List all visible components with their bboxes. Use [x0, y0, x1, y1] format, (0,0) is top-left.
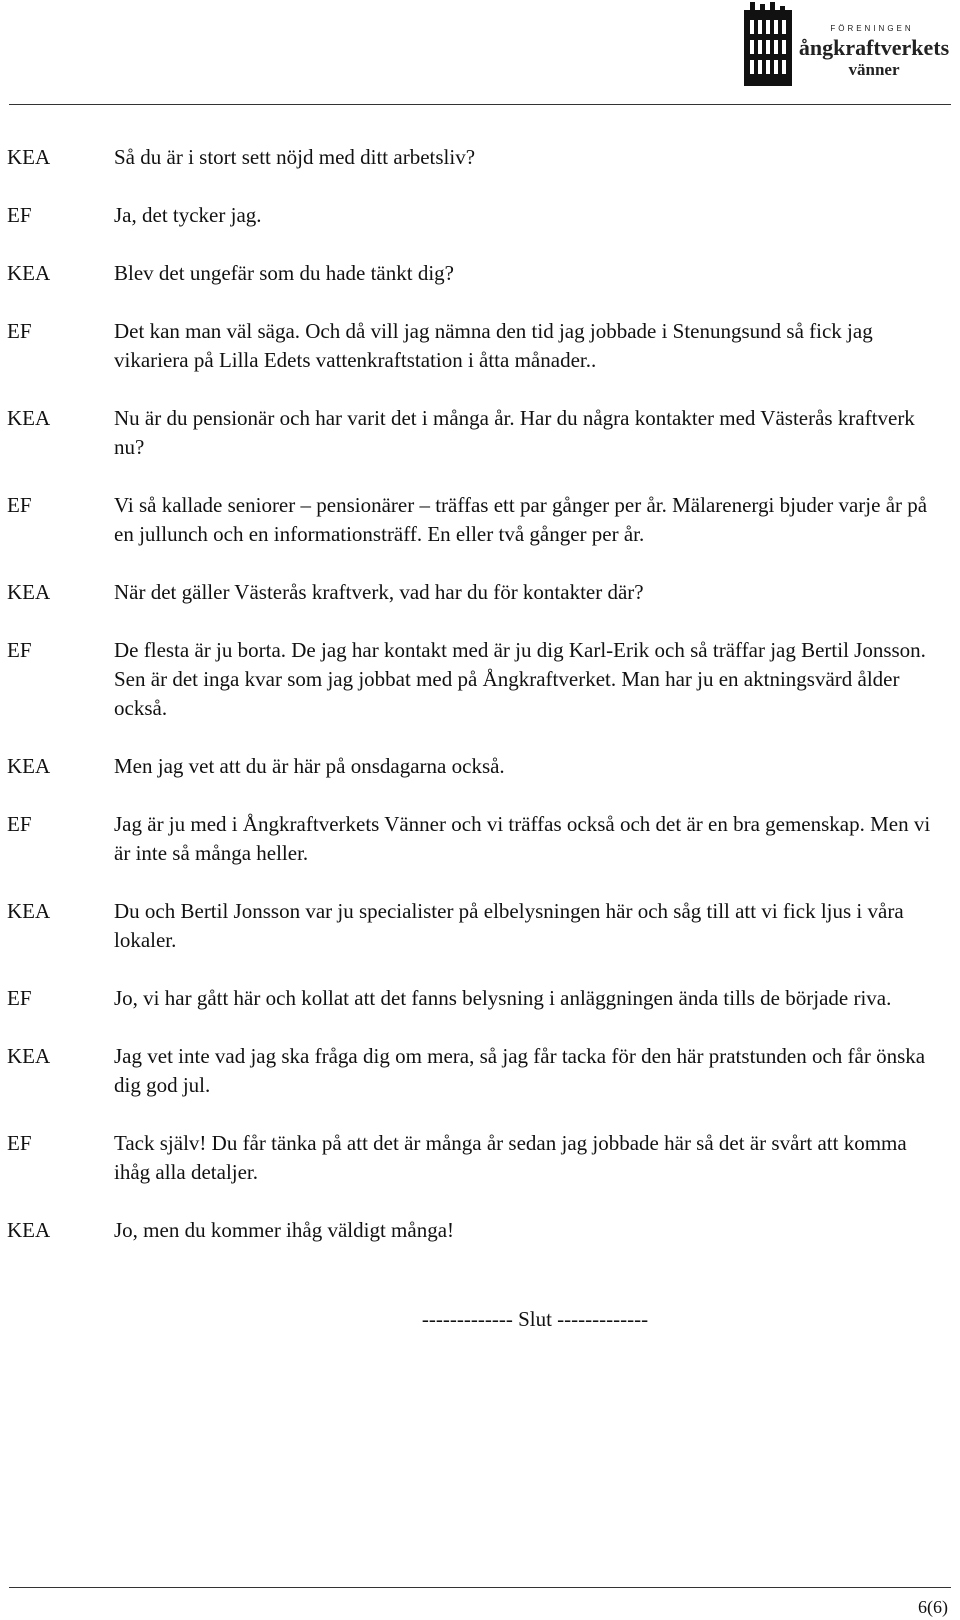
transcript-row	[7, 1042, 947, 1100]
transcript-row	[7, 810, 947, 868]
utterance-text: Jag är ju med i Ångkraftverkets Vänner och vi träffas också och det är en bra gemenskap. Men vi är inte så många heller.	[114, 812, 931, 865]
logo-name-text: ångkraftverkets	[798, 35, 950, 60]
utterance-text: De flesta är ju borta. De jag har kontakt med är ju dig Karl-Erik och så träffar jag Bertil Jonsson. Sen är det inga kvar som jag jobbat med på Ångkraftverket. Man har ju en aktningsvärd ålder också.	[114, 638, 926, 720]
page-number: 6(6)	[918, 1597, 948, 1617]
speaker-label: EF	[7, 638, 32, 662]
speaker-label: EF	[7, 1131, 32, 1155]
speaker-label: KEA	[7, 406, 51, 430]
utterance-text: Tack själv! Du får tänka på att det är många år sedan jag jobbade här så det är svårt att komma ihåg alla detaljer.	[114, 1131, 907, 1184]
utterance-text: Blev det ungefär som du hade tänkt dig?	[114, 261, 454, 285]
transcript-row	[7, 201, 947, 230]
association-logo	[742, 2, 957, 88]
speaker-label: EF	[7, 203, 32, 227]
speaker-label: KEA	[7, 580, 51, 604]
utterance-text: Det kan man väl säga. Och då vill jag nämna den tid jag jobbade i Stenungsund så fick jag vikariera på Lilla Edets vattenkraftstation i åtta månader..	[114, 319, 873, 372]
speaker-label: KEA	[7, 1044, 51, 1068]
speaker-label: KEA	[7, 1218, 51, 1242]
logo-sub-text: vänner	[848, 60, 900, 79]
transcript-row	[7, 984, 947, 1013]
utterance-text: Ja, det tycker jag.	[114, 203, 262, 227]
utterance-text: Jo, men du kommer ihåg väldigt många!	[114, 1218, 455, 1242]
power-station-logo-icon	[742, 2, 957, 88]
transcript-row	[7, 491, 947, 549]
speaker-label: EF	[7, 319, 32, 343]
transcript-row	[7, 404, 947, 462]
speaker-label: EF	[7, 493, 32, 517]
utterance-text: Så du är i stort sett nöjd med ditt arbetsliv?	[114, 145, 476, 169]
speaker-label: KEA	[7, 899, 51, 923]
utterance-text: Jo, vi har gått här och kollat att det fanns belysning i anläggningen ända tills de började riva.	[114, 986, 892, 1010]
transcript-row	[7, 752, 947, 781]
transcript-row	[7, 1216, 947, 1245]
utterance-text: Vi så kallade seniorer – pensionärer – träffas ett par gånger per år. Mälarenergi bjuder varje år på en jullunch och en informationsträff. En eller två gånger per år.	[114, 493, 928, 546]
utterance-text: Men jag vet att du är här på onsdagarna också.	[114, 754, 505, 778]
logo-small-text: FÖRENINGEN	[830, 24, 914, 33]
speaker-label: KEA	[7, 145, 51, 169]
utterance-text: Nu är du pensionär och har varit det i många år. Har du några kontakter med Västerås kraftverk nu?	[114, 406, 915, 459]
speaker-label: KEA	[7, 261, 51, 285]
speaker-label: KEA	[7, 754, 51, 778]
utterance-text: Jag vet inte vad jag ska fråga dig om mera, så jag får tacka för den här pratstunden och får önska dig god jul.	[114, 1044, 926, 1097]
interview-transcript	[7, 143, 947, 1274]
transcript-row	[7, 259, 947, 288]
header-divider	[9, 104, 951, 105]
transcript-row	[7, 317, 947, 375]
transcript-row	[7, 578, 947, 607]
transcript-row	[7, 636, 947, 723]
utterance-text: Du och Bertil Jonsson var ju specialister på elbelysningen här och såg till att vi fick ljus i våra lokaler.	[114, 899, 904, 952]
speaker-label: EF	[7, 812, 32, 836]
footer-divider	[9, 1587, 951, 1588]
utterance-text: När det gäller Västerås kraftverk, vad har du för kontakter där?	[114, 580, 644, 604]
transcript-row	[7, 897, 947, 955]
transcript-row	[7, 143, 947, 172]
transcript-row	[7, 1129, 947, 1187]
end-marker: ------------- Slut -------------	[421, 1307, 649, 1331]
speaker-label: EF	[7, 986, 32, 1010]
